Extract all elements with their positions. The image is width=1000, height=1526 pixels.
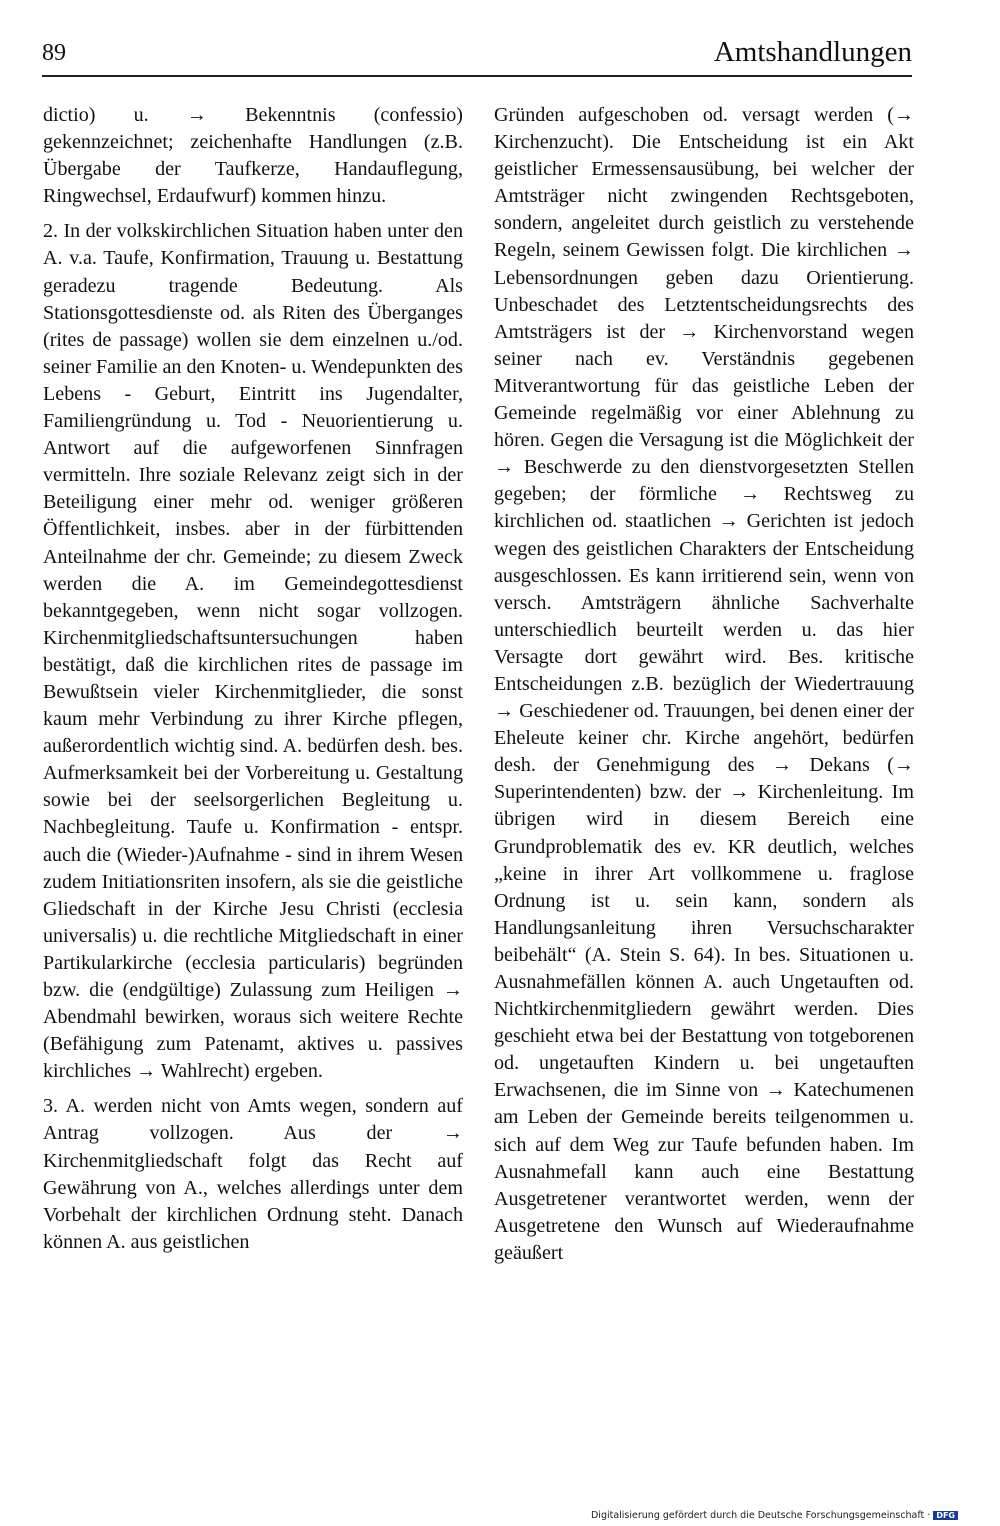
- left-column: [43, 102, 463, 1256]
- footer-credit-text: Digitalisierung gefördert durch die Deutsche Forschungsgemeinschaft ·: [590, 1510, 931, 1521]
- header-rule: [42, 75, 912, 77]
- page-number: 89: [42, 40, 66, 66]
- paragraph: 2. In der volkskirchlichen Situation haben unter den A. v.a. Taufe, Konfirmation, Trauung u. Bestattung geradezu tragende Bedeutung. Als Stationsgottesdienste od. als Riten des Überganges (rites de passage) wollen sie dem einzelnen u./od. seiner Familie an den Knoten- u. Wendepunkten des Lebens - Geburt, Eintritt ins Jugendalter, Familiengründung u. Tod - Neuorientierung u. Antwort auf die aufgeworfenen Sinnfragen vermitteln. Ihre soziale Relevanz zeigt sich in der Beteiligung einer mehr od. weniger größeren Öffentlichkeit, insbes. aber in der fürbittenden Anteilnahme der chr. Gemeinde; zu diesem Zweck werden die A. im Gemeindegottesdienst bekanntgegeben, wenn nicht sogar vollzogen. Kirchenmitgliedschaftsuntersuchungen haben bestätigt, daß die kirchlichen rites de passage im Bewußtsein vieler Kirchenmitglieder, die sonst kaum mehr Verbindung zu ihrer Kirche pflegen, außerordentlich wichtig sind. A. bedürfen desh. bes. Aufmerksamkeit bei der Vorbereitung u. Gestaltung sowie bei der seelsorgerlichen Begleitung u. Nachbegleitung. Taufe u. Konfirmation - entspr. auch die (Wieder-)Aufnahme - sind in ihrem Wesen zudem Initiationsriten insofern, als sie die geistliche Gliedschaft in der Kirche Jesu Christi (ecclesia universalis) u. die rechtliche Mitgliedschaft in einer Partikularkirche (ecclesia particularis) begründen bzw. die (endgültige) Zulassung zum Heiligen → Abendmahl bewirken, woraus sich weitere Rechte (Befähigung zum Patenamt, aktives u. passives kirchliches → Wahlrecht) ergeben.: [43, 220, 463, 1083]
- paragraph: dictio) u. → Bekenntnis (confessio) gekennzeichnet; zeichenhafte Handlungen (z.B. Übergabe der Taufkerze, Handauflegung, Ringwechsel, Erdaufwurf) kommen hinzu.: [43, 104, 463, 208]
- right-column: [494, 102, 914, 1267]
- paragraph: Gründen aufgeschoben od. versagt werden (→ Kirchenzucht). Die Entscheidung ist ein Akt geistlicher Ermessensausübung, bei welcher der Amtsträger nicht zwingenden Rechtsgeboten, sondern, angeleitet durch geistlich zu verstehende Regeln, seinem Gewissen folgt. Die kirchlichen → Lebensordnungen geben dazu Orientierung. Unbeschadet des Letztentscheidungsrechts des Amtsträgers ist der → Kirchenvorstand wegen seiner nach ev. Verständnis gegebenen Mitverantwortung für das geistliche Leben der Gemeinde regelmäßig vor einer Ablehnung zu hören. Gegen die Versagung ist die Möglichkeit der → Beschwerde zu den dienstvorgesetzten Stellen gegeben; der förmliche → Rechtsweg zu kirchlichen od. staatlichen → Gerichten ist jedoch wegen des geistlichen Charakters der Entscheidung ausgeschlossen. Es kann irritierend sein, wenn von versch. Amtsträgern ähnliche Sachverhalte unterschiedlich beurteilt werden u. das hier Versagte dort gewährt wird. Bes. kritische Entscheidungen z.B. bezüglich der Wiedertrauung → Geschiedener od. Trauungen, bei denen einer der Eheleute keiner chr. Kirche angehört, bedürfen desh. der Genehmigung des → Dekans (→ Superintendenten) bzw. der → Kirchenleitung. Im übrigen wird in diesem Bereich eine Grundproblematik des ev. KR deutlich, welches „keine in ihrer Art vollkommene u. fraglose Ordnung ist u. sein kann, sondern als Handlungsanleitung ihren Versuchscharakter beibehält“ (A. Stein S. 64). In bes. Situationen u. Ausnahmefällen können A. auch Ungetauften od. Nichtkirchenmitgliedern gewährt werden. Dies geschieht etwa bei der Bestattung von totgeborenen od. ungetauften Kindern u. bei ungetauften Erwachsenen, die im Sinne von → Katechumenen am Leben der Gemeinde bereits teilgenommen u. sich auf dem Weg zur Taufe befunden haben. Im Ausnahmefall kann auch eine Bestattung Ausgetretener verantwortet werden, wenn der Ausgetretene den Wunsch auf Wiederaufnahme geäußert: [494, 104, 914, 1264]
- dfg-logo: DFG: [933, 1511, 958, 1520]
- paragraph: 3. A. werden nicht von Amts wegen, sondern auf Antrag vollzogen. Aus der → Kirchenmitgliedschaft folgt das Recht auf Gewährung von A., welches allerdings unter dem Vorbehalt der kirchlichen Ordnung steht. Danach können A. aus geistlichen: [43, 1095, 463, 1253]
- running-head: Amtshandlungen: [713, 36, 912, 68]
- footer-credit: [591, 1510, 958, 1521]
